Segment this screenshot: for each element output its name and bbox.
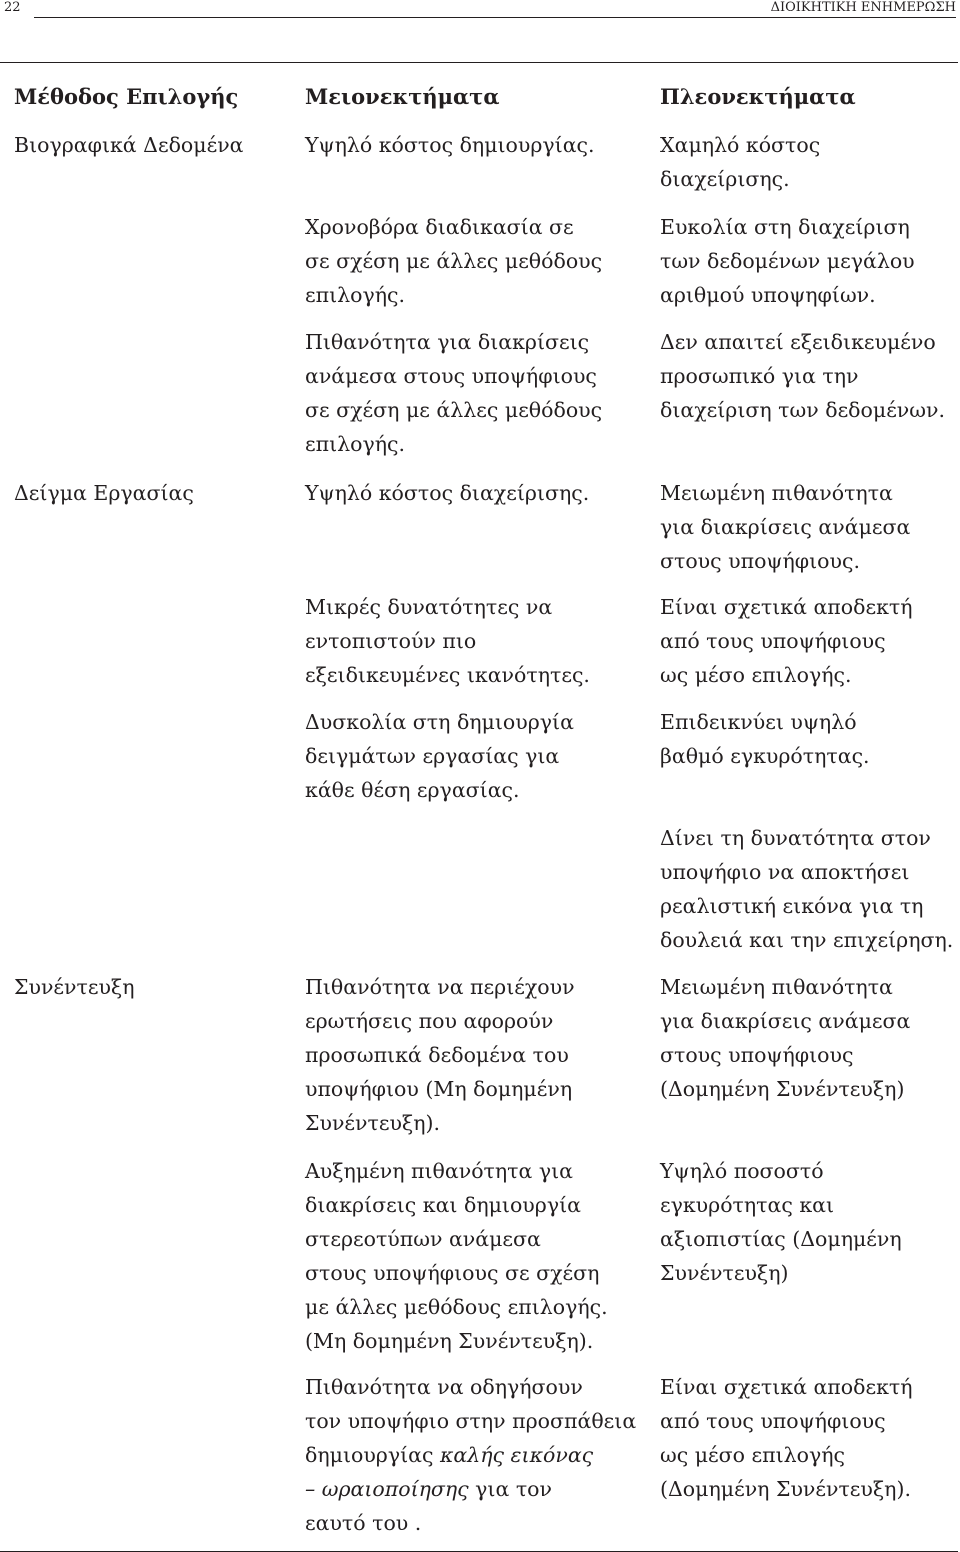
- advantage-item: Είναι σχετικά αποδεκτή από τους υποψήφιους ως μέσο επιλογής (Δομημένη Συνέντευξη).: [660, 1375, 913, 1501]
- disadvantage-line: εαυτό του .: [305, 1511, 422, 1535]
- advantage-item: Επιδεικνύει υψηλό βαθμό εγκυρότητας.: [660, 710, 870, 768]
- advantage-item: Δίνει τη δυνατότητα στον υποψήφιο να αποκτήσει ρεαλιστική εικόνα για τη δουλειά και την επιχείρηση.: [660, 826, 954, 952]
- italic-phrase: καλής εικόνας: [439, 1443, 594, 1467]
- header-rule: [34, 17, 956, 18]
- advantage-item: Ευκολία στη διαχείριση των δεδομένων μεγάλου αριθμού υποψηφίων.: [660, 215, 915, 307]
- advantage-item: Είναι σχετικά αποδεκτή από τους υποψήφιους ως μέσο επιλογής.: [660, 595, 913, 687]
- method-work-sample: Δείγμα Εργασίας: [14, 481, 194, 505]
- disadvantage-item: Δυσκολία στη δημιουργία δειγμάτων εργασίας για κάθε θέση εργασίας.: [305, 710, 574, 802]
- column-header-advantages: Πλεονεκτήματα: [660, 84, 856, 109]
- column-header-disadvantages: Μειονεκτήματα: [305, 84, 500, 109]
- page-number: 22: [4, 0, 21, 15]
- advantage-item: Χαμηλό κόστος διαχείρισης.: [660, 133, 821, 191]
- advantage-item: Μειωμένη πιθανότητα για διακρίσεις ανάμεσα στους υποψήφιους.: [660, 481, 911, 573]
- disadvantage-line: τον υποψήφιο στην προσπάθεια: [305, 1409, 637, 1433]
- disadvantage-item: Πιθανότητα για διακρίσεις ανάμεσα στους υποψήφιους σε σχέση με άλλες μεθόδους επιλογής.: [305, 330, 603, 456]
- disadvantage-line: Πιθανότητα να οδηγήσουν: [305, 1375, 583, 1399]
- disadvantage-item: Αυξημένη πιθανότητα για διακρίσεις και δημιουργία στερεοτύπων ανάμεσα στους υποψήφιους σε σχέση με άλλες μεθόδους επιλογής. (Μη δομημένη Συνέντευξη).: [305, 1159, 608, 1353]
- page-header: [0, 0, 960, 20]
- advantage-item: Δεν απαιτεί εξειδικευμένο προσωπικό για την διαχείριση των δεδομένων.: [660, 330, 945, 422]
- disadvantage-item: Πιθανότητα να περιέχουν ερωτήσεις που αφορούν προσωπικά δεδομένα του υποψήφιου (Μη δομημένη Συνέντευξη).: [305, 975, 575, 1135]
- italic-phrase: – ωραιοποίησης: [305, 1477, 469, 1501]
- disadvantage-item: Μικρές δυνατότητες να εντοπιστούν πιο εξειδικευμένες ικανότητες.: [305, 595, 590, 687]
- running-title: ΔΙΟΙΚΗΤΙΚΗ ΕΝΗΜΕΡΩΣΗ: [770, 0, 956, 15]
- disadvantage-item: Υψηλό κόστος διαχείρισης.: [305, 481, 590, 505]
- disadvantage-item: [305, 1370, 636, 1540]
- advantage-item: Μειωμένη πιθανότητα για διακρίσεις ανάμεσα στους υποψήφιους (Δομημένη Συνέντευξη): [660, 975, 911, 1101]
- method-biographical-data: Βιογραφικά Δεδομένα: [14, 133, 244, 157]
- disadvantage-line: για τον: [468, 1477, 552, 1501]
- column-header-method: Μέθοδος Επιλογής: [14, 84, 239, 109]
- advantage-item: Υψηλό ποσοστό εγκυρότητας και αξιοπιστίας (Δομημένη Συνέντευξη): [660, 1159, 902, 1285]
- disadvantage-item: Υψηλό κόστος δημιουργίας.: [305, 133, 595, 157]
- disadvantage-item: Χρονοβόρα διαδικασία σε σε σχέση με άλλες μεθόδους επιλογής.: [305, 215, 603, 307]
- method-interview: Συνέντευξη: [14, 975, 135, 999]
- disadvantage-line: δημιουργίας: [305, 1443, 440, 1467]
